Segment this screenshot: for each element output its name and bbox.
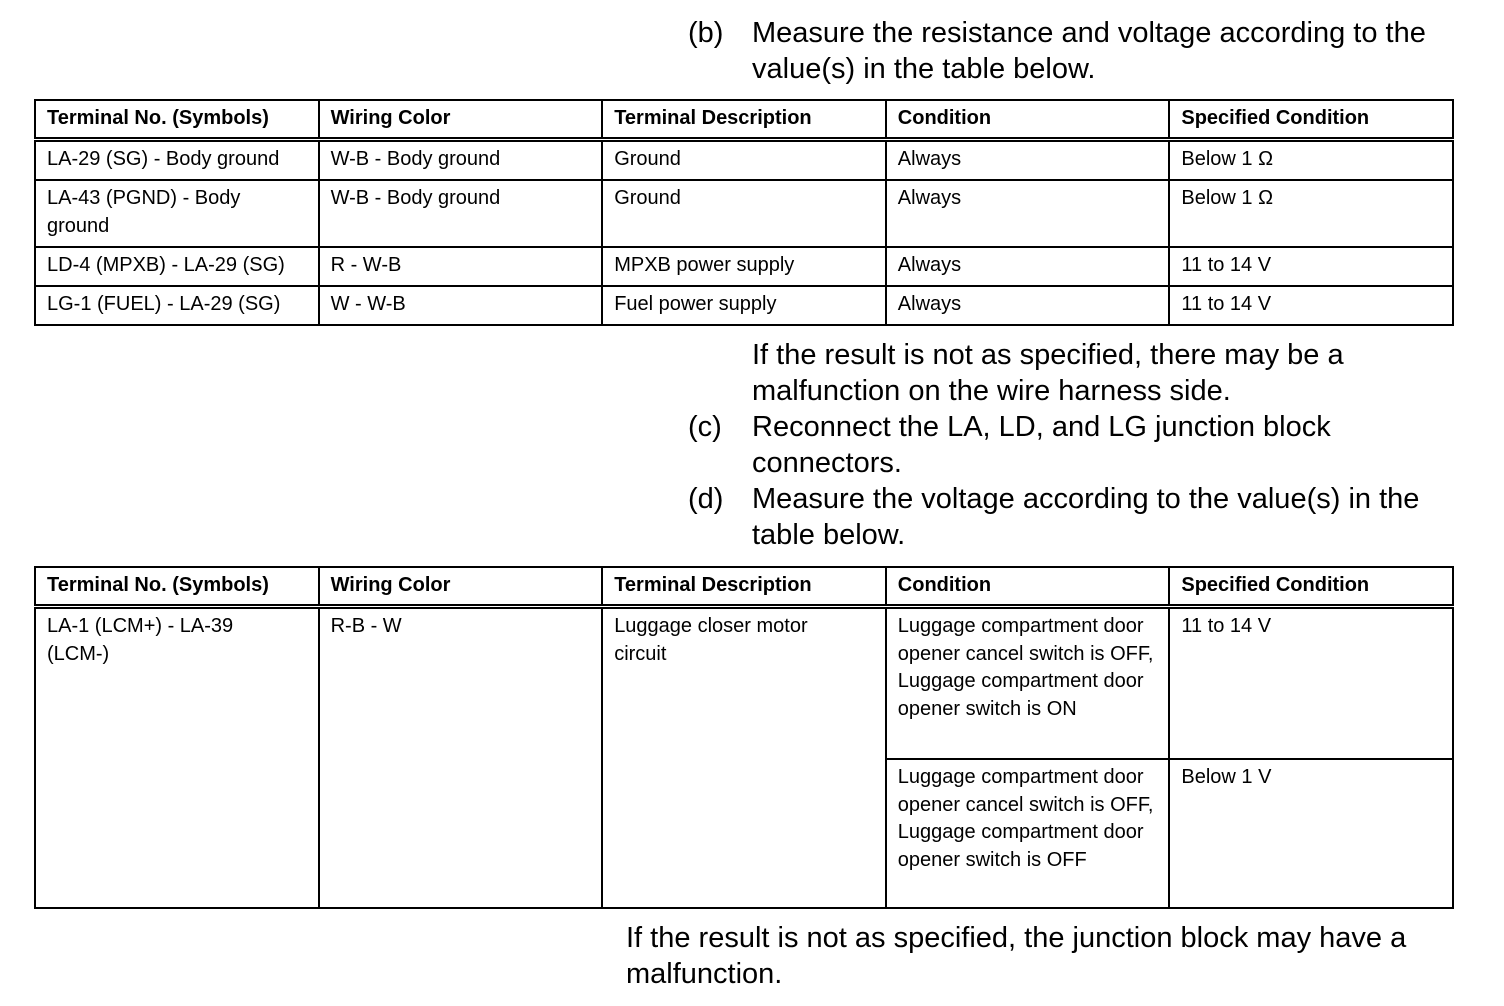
- condition-line: Luggage compartment door opener switch is ON: [897, 670, 1144, 720]
- table-row: [35, 180, 1453, 247]
- header-wiring-color: Wiring Color: [319, 100, 603, 140]
- cell-condition: Always: [886, 180, 1170, 247]
- resistance-voltage-table: [34, 99, 1454, 326]
- cell-description: MPXB power supply: [602, 247, 886, 286]
- cell-specified: 11 to 14 V: [1169, 286, 1453, 325]
- cell-specified: Below 1 V: [1169, 759, 1453, 908]
- cell-terminal: LA-1 (LCM+) - LA-39 (LCM-): [35, 607, 319, 909]
- header-wiring-color: Wiring Color: [319, 567, 603, 607]
- cell-condition: Always: [886, 247, 1170, 286]
- cell-terminal: LG-1 (FUEL) - LA-29 (SG): [35, 286, 319, 325]
- cell-wiring-color: R-B - W: [319, 607, 603, 909]
- step-b: [688, 15, 1478, 87]
- step-d-text: Measure the voltage according to the value(s) in the table below.: [752, 483, 1420, 551]
- harness-malfunction-note: If the result is not as specified, there may be a malfunction on the wire harness side.: [752, 339, 1344, 407]
- cell-description: Ground: [602, 180, 886, 247]
- header-specified-condition: Specified Condition: [1169, 100, 1453, 140]
- table-row: [35, 286, 1453, 325]
- header-terminal-description: Terminal Description: [602, 100, 886, 140]
- cell-specified: Below 1 Ω: [1169, 180, 1453, 247]
- cell-condition: Always: [886, 140, 1170, 181]
- cell-description: Fuel power supply: [602, 286, 886, 325]
- condition-line: Luggage compartment door opener cancel switch is OFF,: [897, 766, 1154, 816]
- step-d-label: (d): [688, 483, 724, 515]
- header-terminal: Terminal No. (Symbols): [35, 100, 319, 140]
- cell-description: Luggage closer motor circuit: [602, 607, 886, 909]
- header-specified-condition: Specified Condition: [1169, 567, 1453, 607]
- header-condition: Condition: [886, 567, 1170, 607]
- header-terminal-description: Terminal Description: [602, 567, 886, 607]
- step-b-text: Measure the resistance and voltage according to the value(s) in the table below.: [752, 17, 1426, 85]
- table-header-row: [35, 567, 1453, 607]
- cell-wiring-color: W - W-B: [319, 286, 603, 325]
- junction-block-note: If the result is not as specified, the junction block may have a malfunction.: [626, 922, 1407, 990]
- step-d: [688, 481, 1478, 553]
- cell-description: Ground: [602, 140, 886, 181]
- cell-specified: Below 1 Ω: [1169, 140, 1453, 181]
- step-c-text: Reconnect the LA, LD, and LG junction block connectors.: [752, 411, 1331, 479]
- cell-terminal: LA-29 (SG) - Body ground: [35, 140, 319, 181]
- cell-terminal: LD-4 (MPXB) - LA-29 (SG): [35, 247, 319, 286]
- step-b-label: (b): [688, 17, 724, 49]
- cell-condition: Always: [886, 286, 1170, 325]
- voltage-table: [34, 566, 1454, 909]
- table-row: [35, 247, 1453, 286]
- condition-line: Luggage compartment door opener switch is OFF: [897, 821, 1144, 871]
- table-row: [35, 607, 1453, 760]
- cell-specified: 11 to 14 V: [1169, 607, 1453, 760]
- condition-line: Luggage compartment door opener cancel switch is OFF,: [897, 615, 1154, 665]
- table-row: [35, 140, 1453, 181]
- step-c: [688, 409, 1478, 481]
- cell-condition: [886, 759, 1170, 908]
- cell-specified: 11 to 14 V: [1169, 247, 1453, 286]
- cell-terminal: LA-43 (PGND) - Body ground: [35, 180, 319, 247]
- cell-wiring-color: W-B - Body ground: [319, 180, 603, 247]
- step-c-label: (c): [688, 411, 722, 443]
- header-condition: Condition: [886, 100, 1170, 140]
- header-terminal: Terminal No. (Symbols): [35, 567, 319, 607]
- cell-wiring-color: R - W-B: [319, 247, 603, 286]
- table-header-row: [35, 100, 1453, 140]
- cell-condition: [886, 607, 1170, 760]
- cell-wiring-color: W-B - Body ground: [319, 140, 603, 181]
